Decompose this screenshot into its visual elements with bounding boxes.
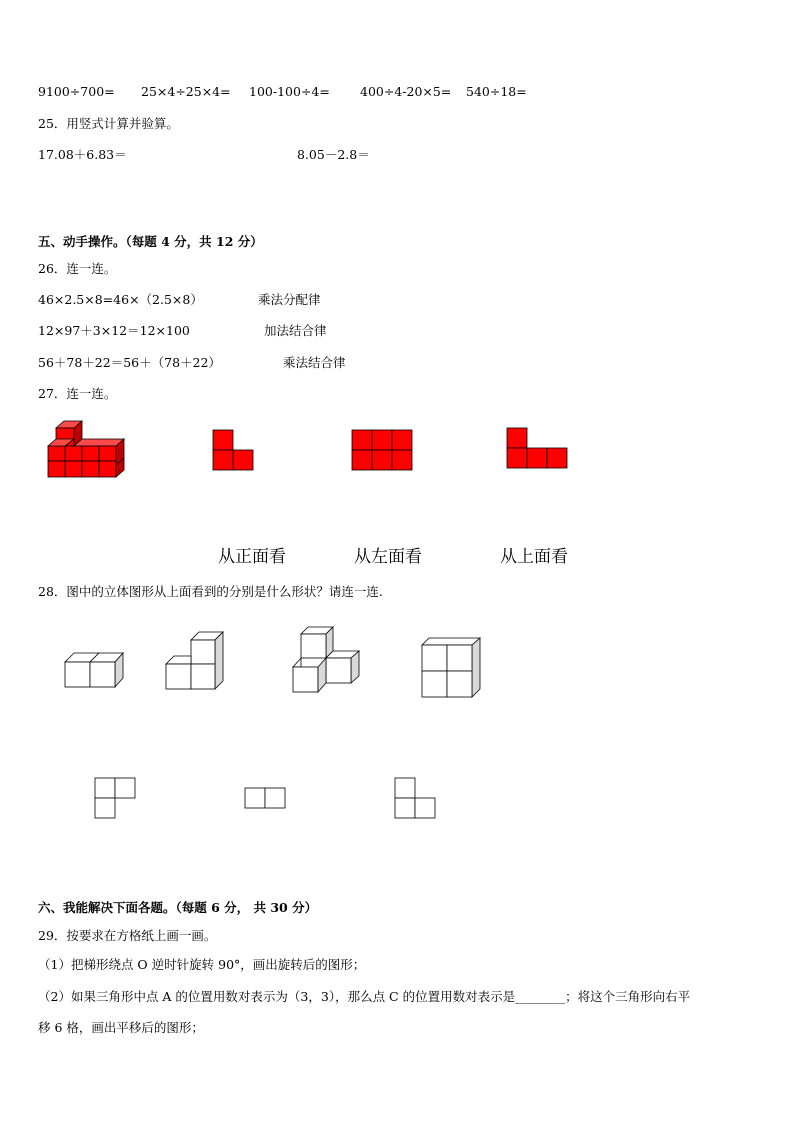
top-view-1 bbox=[94, 777, 136, 819]
view-label-top: 从上面看 bbox=[500, 547, 568, 567]
view-label-front: 从正面看 bbox=[218, 547, 286, 567]
red-view-l-small bbox=[213, 430, 255, 472]
q28-title: 28．图中的立体图形从上面看到的分别是什么形状？请连一连. bbox=[38, 584, 383, 599]
calc-item-2: 25×4÷25×4= bbox=[141, 84, 231, 99]
q25-item-1: 17.08＋6.83＝ bbox=[38, 147, 127, 162]
q26-title: 26．连一连。 bbox=[38, 261, 117, 276]
top-view-2 bbox=[244, 787, 286, 809]
solid-a bbox=[64, 646, 126, 688]
q27-title: 27．连一连。 bbox=[38, 386, 117, 401]
q26-left-2: 12×97＋3×12＝12×100 bbox=[38, 323, 190, 338]
red-view-rectangle bbox=[352, 430, 414, 472]
q29-part2-line2: 移 6 格，画出平移后的图形； bbox=[38, 1020, 204, 1035]
q29-title: 29．按要求在方格纸上画一画。 bbox=[38, 928, 217, 943]
q25-title: 25．用竖式计算并验算。 bbox=[38, 116, 179, 131]
solid-c bbox=[291, 625, 363, 695]
section6-title: 六、我能解决下面各题。（每题 6 分， 共 30 分） bbox=[38, 900, 318, 915]
calc-item-3: 100-100÷4= bbox=[249, 84, 330, 99]
calc-item-1: 9100÷700= bbox=[38, 84, 115, 99]
calc-item-5: 540÷18= bbox=[466, 84, 527, 99]
q26-right-2: 加法结合律 bbox=[264, 323, 327, 338]
section5-title: 五、动手操作。（每题 4 分，共 12 分） bbox=[38, 234, 263, 249]
q29-part2-line1: （2）如果三角形中点 A 的位置用数对表示为（3，3），那么点 C 的位置用数对表示是________；将这个三角形向右平 bbox=[38, 989, 691, 1004]
calc-item-4: 400÷4-20×5= bbox=[360, 84, 452, 99]
top-view-3 bbox=[394, 777, 436, 819]
solid-b bbox=[165, 631, 227, 691]
q26-left-1: 46×2.5×8=46×（2.5×8） bbox=[38, 292, 203, 307]
q26-right-3: 乘法结合律 bbox=[283, 355, 346, 370]
q25-item-2: 8.05－2.8＝ bbox=[297, 147, 370, 162]
q26-right-1: 乘法分配律 bbox=[258, 292, 321, 307]
q26-left-3: 56＋78＋22＝56＋（78＋22） bbox=[38, 355, 221, 370]
view-label-left: 从左面看 bbox=[354, 547, 422, 567]
red-cube-solid bbox=[44, 418, 126, 478]
q29-part1: （1）把梯形绕点 O 逆时针旋转 90°，画出旋转后的图形； bbox=[38, 957, 366, 972]
solid-d bbox=[421, 637, 483, 699]
red-view-l-long bbox=[507, 428, 569, 470]
